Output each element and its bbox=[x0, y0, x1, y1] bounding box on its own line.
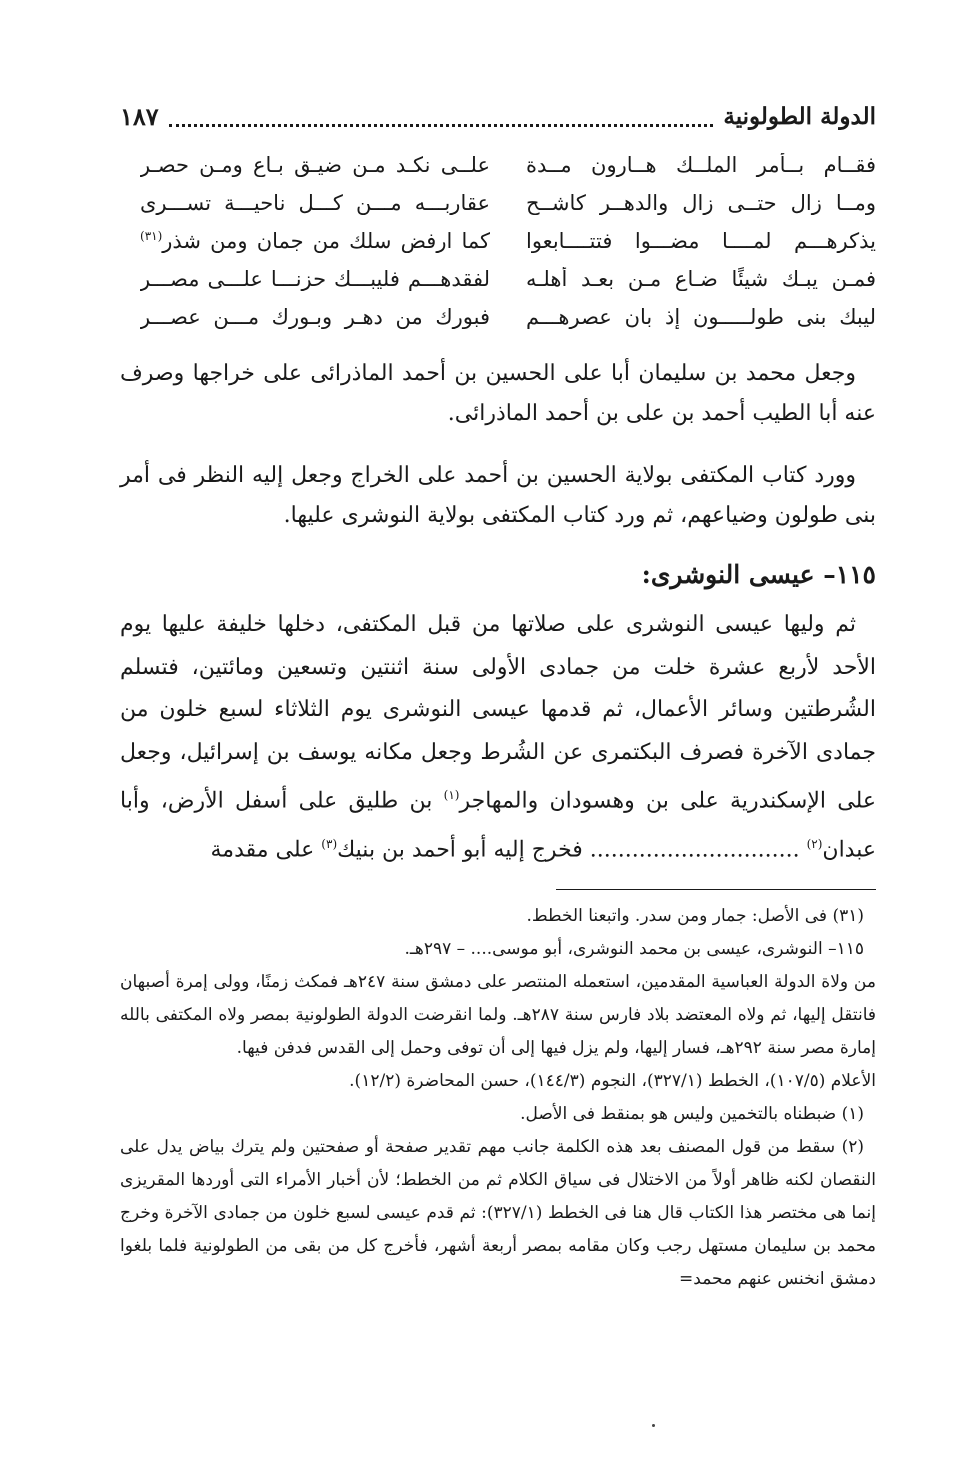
footnote: ١١٥– النوشرى، عيسى بن محمد النوشرى، أبو موسى.... – ٢٩٧هـ. bbox=[404, 939, 864, 959]
print-speck bbox=[652, 1424, 655, 1427]
poem-verse bbox=[140, 146, 876, 184]
running-header bbox=[120, 96, 876, 136]
footnote: الأعلام (١٠٧/٥)، الخطط (٣٢٧/١)، النجوم (١٤٤/٣)، حسن المحاضرة (١٢/٢). bbox=[349, 1071, 876, 1091]
footnote: (٣١) فى الأصل: جمار ومن سدر. واتبعنا الخطط. bbox=[526, 906, 864, 926]
verse-first-hemistich: فمـن يبـك شيئًا ضـاع مـن بعـد أهلـه bbox=[526, 267, 876, 291]
poem-verse bbox=[140, 298, 876, 336]
footnote: من ولاة الدولة العباسية المقدمين، استعمله المنتصر على دمشق سنة ٢٤٧هـ فمكث زمنًا، وولى إمرة أصبهان فانتقل إليها، ثم ولاه المعتضد بلاد فارس سنة ٢٨٧هـ. ولما انقرضت الدولة الطولونية بمصر ولاه المكتفى بالله إمارة مصر سنة ٢٩٢هـ، فسار إليها، ولم يزل فيها إلى أن توفى وحمل إلى القدس فدفن فيها. bbox=[120, 972, 876, 1058]
verse-first-hemistich: ليبك بنى طولـــــون إذ بان عصرهـــم bbox=[526, 305, 876, 329]
verse-second-hemistich: لفقدهـــم فليبـــك حزنـــا علـــى مصـــر bbox=[140, 267, 490, 291]
verse-second-hemistich: كما ارفض سلك من جمان ومن شذر$^{(٣١)}$ bbox=[140, 229, 490, 253]
verse-second-hemistich: فبورك من دهـر وبـورك مـــن عصـــر bbox=[140, 305, 490, 329]
footnote: (١) ضبطناه بالتخمين وليس هو بمنقط فى الأصل. bbox=[520, 1104, 864, 1124]
verse-second-hemistich: عقاربـــه مـــن كـــل ناحيـــة تســـرى bbox=[140, 191, 490, 215]
footnote-marker: (٣١) bbox=[140, 229, 163, 243]
chapter-title: الدولة الطولونية bbox=[723, 102, 876, 130]
footnote-marker: (١) bbox=[443, 788, 460, 802]
poem bbox=[140, 146, 876, 336]
footnotes bbox=[120, 900, 876, 1296]
paragraph-nushari: ثم وليها عيسى النوشرى على صلاتها من قبل المكتفى، دخلها خليفة عليها يوم الأحد لأربع عشرة خلت من جمادى الأولى سنة اثنتين وتسعين ومائتين، فتسلم الشُرطتين وسائر الأعمال، ثم قدمها عيسى النوشرى يوم الثلاثاء لسبع خلون من جمادى الآخرة فصرف البكتمرى عن الشُرط وجعل مكانه يوسف بن إسرائيل، وجعل على الإسكندرية على بن وهسودان والمهاجر$^{(١)}$ بن طليق على أسفل الأرض، وأبا عبدان$^{(٢)}$ .............................. فخرج إليه أبو أحمد بن بنيك$^{(٣)}$ على مقدمة bbox=[120, 612, 877, 863]
footnote-marker: (٣) bbox=[321, 836, 338, 851]
verse-first-hemistich: يذكرهـــم لمــــا مضـــوا فتتــــابعوا bbox=[526, 229, 876, 253]
page-number: ١٨٧ bbox=[120, 101, 159, 131]
header-leader-dots bbox=[169, 118, 714, 127]
verse-first-hemistich: ومــا زال حتــى زال والدهــر كاشــح bbox=[526, 191, 876, 215]
paragraph-letter: وورد كتاب المكتفى بولاية الحسين بن أحمد على الخراج وجعل إليه النظر فى أمر بنى طولون وضياعهم، ثم ورد كتاب المكتفى بولاية النوشرى عليها. bbox=[120, 463, 876, 528]
footnote: (٢) سقط من قول المصنف بعد هذه الكلمة جانب مهم تقدير صفحة أو صفحتين ولم يترك بياض يدل على النقصان لكنه ظاهر أولاً من الاختلال فى سياق الكلام ثم من الخطط؛ لأن أخبار الأمراء التى أوردها المقريزى إنما هى مختصر هذا الكتاب قال هنا فى الخطط (٣٢٧/١): ثم قدم عيسى لسبع خلون من جمادى الآخرة وخرج محمد بن سليمان مستهل رجب وكان مقامه بمصر أربعة أشهر، فأخرج كل من بقى من الطولونية فلما بلغوا دمشق انخنس عنهم محمد= bbox=[120, 1137, 877, 1289]
footnote-separator bbox=[556, 889, 876, 890]
footnote-marker: (٢) bbox=[806, 836, 823, 851]
poem-verse bbox=[140, 222, 876, 260]
verse-first-hemistich: فقــام بــأمر الملــك هــارون مــدة bbox=[526, 153, 876, 177]
section-heading: ١١٥– عيسى النوشرى: bbox=[641, 560, 876, 589]
paragraph-treasury: وجعل محمد بن سليمان أبا على الحسين بن أحمد الماذرائى على خراجها وصرف عنه أبا الطيب أحمد بن على بن أحمد الماذرائى. bbox=[120, 361, 876, 426]
poem-verse bbox=[140, 260, 876, 298]
poem-verse bbox=[140, 184, 876, 222]
verse-second-hemistich: علــى نكـد مـن ضيـق بـاع ومـن حصـر bbox=[140, 153, 490, 177]
